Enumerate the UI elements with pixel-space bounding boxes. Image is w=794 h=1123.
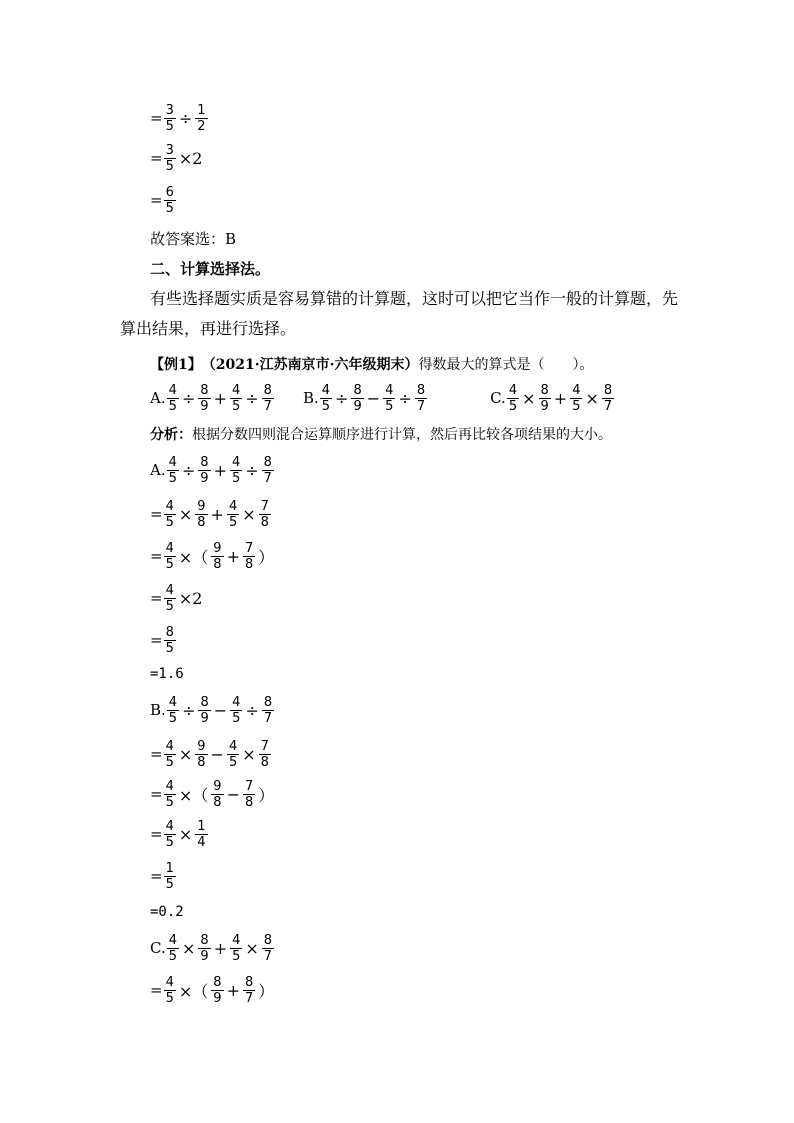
option-c: C. $\frac{4}{5}$ × $\frac{8}{9}$ + $\frac{4}{5}$ × $\frac{8}{7}$	[490, 382, 613, 414]
step-line: = $\frac{1}{5}$	[150, 860, 174, 892]
step-line: = $\frac{8}{5}$	[150, 624, 174, 656]
step-line	[150, 180, 177, 220]
intro-paragraph: 有些选择题实质是容易算错的计算题，这时可以把它当作一般的计算题，先算出结果，再进行选择。	[120, 289, 679, 338]
analysis-text: 根据分数四则混合运算顺序进行计算，然后再比较各项结果的大小。	[192, 427, 612, 443]
options-row	[150, 378, 615, 418]
fraction: $\frac{6}{5}$	[165, 184, 174, 216]
equals-sign: =	[150, 109, 163, 127]
step-line: A. $\frac{4}{5}$ ÷ $\frac{8}{9}$ + $\frac{4}{5}$ ÷ $\frac{8}{7}$	[150, 454, 272, 486]
step-line	[150, 98, 209, 138]
step-line: = $\frac{4}{5}$ ×（ $\frac{8}{9}$ + $\frac{8}{7}$ ）	[150, 974, 275, 1006]
fraction: $\frac{3}{5}$	[165, 142, 174, 174]
step-line: = $\frac{4}{5}$ × $\frac{9}{8}$ + $\frac{4}{5}$ × $\frac{7}{8}$	[150, 498, 269, 530]
step-line: = $\frac{4}{5}$ × $\frac{9}{8}$ − $\frac{4}{5}$ × $\frac{7}{8}$	[150, 738, 269, 770]
operator: ÷	[178, 108, 193, 128]
example-source: （2021·江苏南京市·六年级期末）	[201, 357, 419, 373]
step-line	[150, 138, 204, 178]
fraction: $\frac{1}{2}$	[197, 102, 206, 134]
operator: ×2	[178, 148, 203, 168]
step-line: = $\frac{4}{5}$ × $\frac{1}{4}$	[150, 818, 206, 850]
example-question: 得数最大的算式是（ ）。	[418, 357, 594, 373]
fraction: $\frac{3}{5}$	[165, 102, 174, 134]
option-b: B. $\frac{4}{5}$ ÷ $\frac{8}{9}$ − $\frac{4}{5}$ ÷ $\frac{8}{7}$	[302, 382, 426, 414]
answer-line: 故答案选：B	[150, 229, 237, 248]
example-label: 【例1】	[150, 357, 202, 373]
step-line: C. $\frac{4}{5}$ × $\frac{8}{9}$ + $\frac{4}{5}$ × $\frac{8}{7}$	[150, 932, 273, 964]
step-line: =0.2	[150, 904, 184, 920]
section-heading: 二、计算选择法。	[150, 259, 271, 278]
equals-sign: =	[150, 191, 163, 209]
step-line: = $\frac{4}{5}$ ×（ $\frac{9}{8}$ + $\frac{7}{8}$ ）	[150, 540, 275, 572]
step-line: =1.6	[150, 666, 184, 682]
option-a: A. $\frac{4}{5}$ ÷ $\frac{8}{9}$ + $\frac{4}{5}$ ÷ $\frac{8}{7}$	[150, 382, 272, 414]
equals-sign: =	[150, 149, 163, 167]
step-line: = $\frac{4}{5}$ ×2	[150, 582, 203, 614]
step-line: = $\frac{4}{5}$ ×（ $\frac{9}{8}$ − $\frac{7}{8}$ ）	[150, 778, 275, 810]
analysis-line	[150, 414, 612, 454]
analysis-label: 分析：	[150, 427, 192, 443]
step-line: B. $\frac{4}{5}$ ÷ $\frac{8}{9}$ − $\frac{4}{5}$ ÷ $\frac{8}{7}$	[150, 694, 273, 726]
